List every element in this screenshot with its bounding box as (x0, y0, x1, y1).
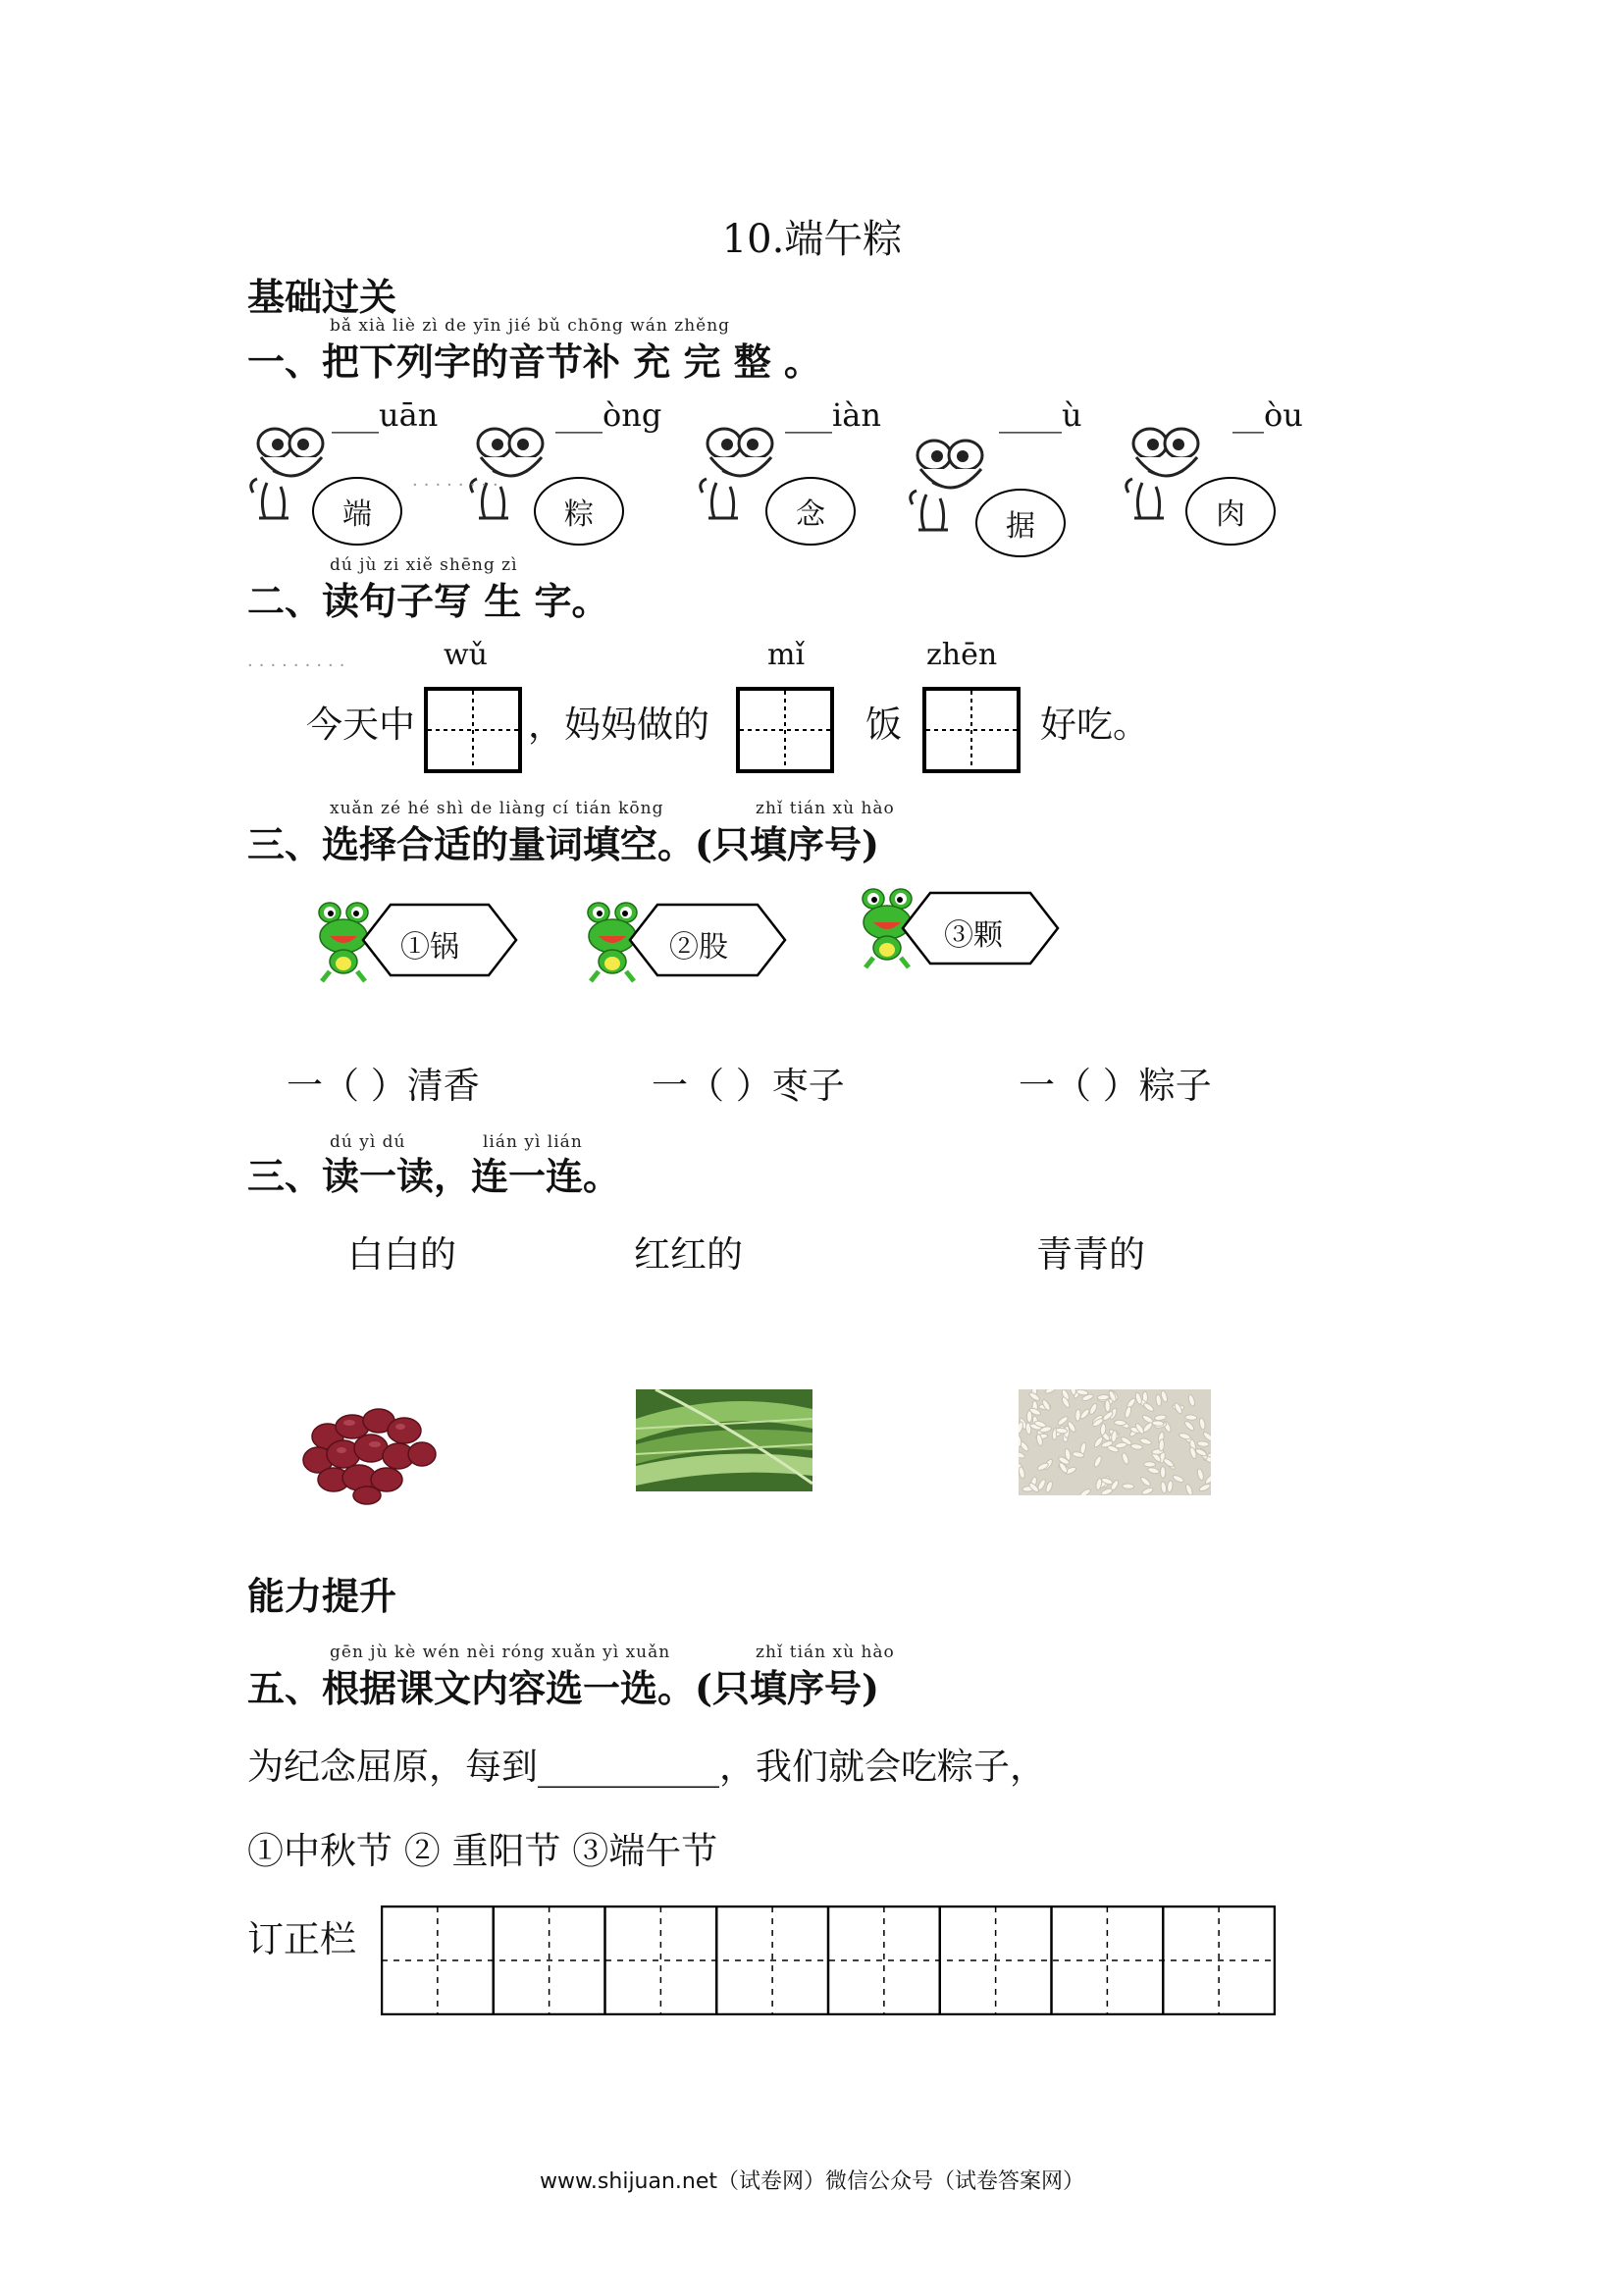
q3-blank-3[interactable]: 一（ ）粽子 (1019, 1065, 1212, 1107)
q1-pinyin: bǎ xià liè zì de yīn jié bǔ chōng wán zhěng (330, 316, 731, 336)
rice-grain (1161, 1467, 1166, 1479)
dotted-line-2: ········· (247, 655, 351, 676)
q2-heading: 二、读句子写 生 字。 (247, 579, 609, 623)
q3-pinyin-a: xuǎn zé hé shì de liàng cí tián kōng (330, 799, 664, 818)
q4-heading: 三、读一读，连一连。 (247, 1154, 621, 1198)
q1-blank-1[interactable]: ___uān (332, 396, 439, 434)
q1-char-4: 据 (975, 489, 1066, 557)
rice-grain (1159, 1439, 1165, 1451)
q2-text-1: 今天中 (306, 704, 415, 746)
rice-grain (1114, 1420, 1126, 1426)
q2-text-4: 好吃。 (1040, 704, 1149, 746)
q1-char-2: 粽 (534, 477, 624, 546)
q4-pinyin-a: dú yì dú (330, 1132, 406, 1152)
green-frog-2 (588, 903, 637, 981)
q2-box-pinyin-1: wǔ (444, 638, 488, 672)
q3-option-1: ①锅 (400, 930, 459, 965)
page-title: 10.端午粽 (721, 217, 903, 262)
correction-grid[interactable] (381, 1905, 1276, 2015)
rice-grain (1123, 1484, 1134, 1489)
frog-outline-3 (701, 429, 772, 518)
q1-heading: 一、把下列字的音节补 充 完 整 。 (247, 339, 821, 384)
section-ability: 能力提升 (247, 1574, 397, 1618)
q1-blank-5[interactable]: __òu (1232, 396, 1303, 434)
q4-pinyin-b: lián yì lián (483, 1132, 583, 1152)
leaves-photo (636, 1389, 812, 1491)
rice-grain (1152, 1420, 1164, 1426)
q3-option-2: ②股 (669, 930, 728, 965)
rice-grain (1097, 1394, 1109, 1400)
q5-sentence[interactable]: 为纪念屈原，每到__________，我们就会吃粽子， (247, 1746, 1046, 1788)
rice-grain (1144, 1462, 1156, 1468)
q1-char-3: 念 (765, 477, 856, 546)
frog-outline-2 (471, 429, 543, 518)
rice-grain (1185, 1415, 1197, 1421)
q1-blank-2[interactable]: ___òng (555, 396, 662, 434)
q2-box-pinyin-3: zhēn (926, 638, 998, 672)
q1-blank-3[interactable]: ___iàn (785, 396, 881, 434)
q3-blank-2[interactable]: 一（ ）枣子 (652, 1065, 845, 1107)
q1-char-5: 肉 (1185, 477, 1276, 546)
q5-heading: 五、根据课文内容选一选。(只填序号) (247, 1666, 879, 1710)
q5-choices: ①中秋节 ② 重阳节 ③端午节 (247, 1830, 718, 1872)
frog-outline-4 (911, 441, 982, 530)
q1-blank-4[interactable]: ____ù (999, 396, 1082, 434)
footer-text: www.shijuan.net（试卷网）微信公众号（试卷答案网） (539, 2169, 1085, 2194)
correction-label: 订正栏 (247, 1918, 356, 1960)
q2-write-box-3[interactable] (922, 687, 1021, 773)
q5-pinyin-a: gēn jù kè wén nèi róng xuǎn yì xuǎn (330, 1643, 671, 1662)
q2-text-3: 饭 (865, 704, 902, 746)
q3-option-3: ③颗 (944, 918, 1003, 953)
dotted-line: ········ (412, 475, 504, 496)
green-frog-1 (319, 903, 368, 981)
q2-write-box-2[interactable] (736, 687, 834, 773)
q4-word-3: 青青的 (1036, 1233, 1145, 1276)
dates-photo (298, 1397, 440, 1505)
q2-pinyin: dú jù zi xiě shēng zì (330, 555, 518, 575)
q4-word-1: 白白的 (347, 1233, 456, 1276)
q5-pinyin-b: zhǐ tián xù hào (756, 1643, 895, 1662)
q4-word-2: 红红的 (634, 1233, 743, 1276)
rice-photo (1019, 1389, 1211, 1495)
rice-grain (1026, 1411, 1031, 1423)
q3-heading: 三、选择合适的量词填空。(只填序号) (247, 822, 879, 866)
q1-char-1: 端 (312, 477, 402, 546)
q3-pinyin-b: zhǐ tián xù hào (756, 799, 895, 818)
rice-grain (1105, 1400, 1111, 1412)
rice-grain (1074, 1409, 1080, 1421)
q2-box-pinyin-2: mǐ (767, 638, 806, 672)
q2-write-box-1[interactable] (424, 687, 522, 773)
q3-blank-1[interactable]: 一（ ）清香 (287, 1065, 480, 1107)
section-basic: 基础过关 (247, 275, 397, 319)
q2-text-2: ，妈妈做的 (528, 704, 709, 746)
